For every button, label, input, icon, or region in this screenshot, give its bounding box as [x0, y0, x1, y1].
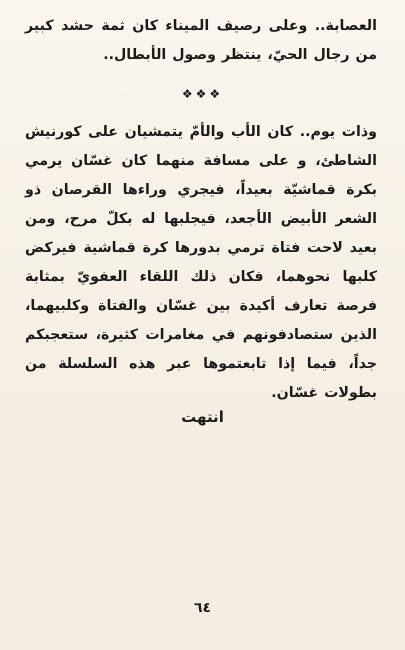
page-number: ٦٤ — [193, 600, 212, 616]
paragraph-arrival: العصابة.. وعلى رصيف الميناء كان ثمة حشد كبير من رجال الحيّ، ينتظر وصول الأبطال.. — [25, 18, 377, 63]
paragraph-meeting: وذات يوم.. كان الأب والأمّ يتمشيان على كورنيش الشاطئ، و على مسافة منهما كان غسّان يرمي بكرة قماشيّة بعيداً، فيجري وراءها القرصان ذو الشعر الأبيض الأجعد، فيجلبها له بكلّ مرح، ومن بعيد لاحت فتاة ترمي بدورها كرة قماشية فيركض كلبها نحوهما، فكان ذلك اللقاء العفويّ بمثابة فرصة تعارف أكيدة بين غسّان والفتاة وكلبيهما، الذين ستصادفونهم في مغامرات كثيرة، ستعجبكم جداً، فيما إذا تابعتموها عبر هذه السلسلة من بطولات غسّان. — [25, 124, 377, 401]
the-end-label: انتهت — [181, 408, 224, 426]
diamond-ornament-icon: ❖❖❖ — [181, 87, 224, 101]
section-divider — [0, 87, 405, 101]
